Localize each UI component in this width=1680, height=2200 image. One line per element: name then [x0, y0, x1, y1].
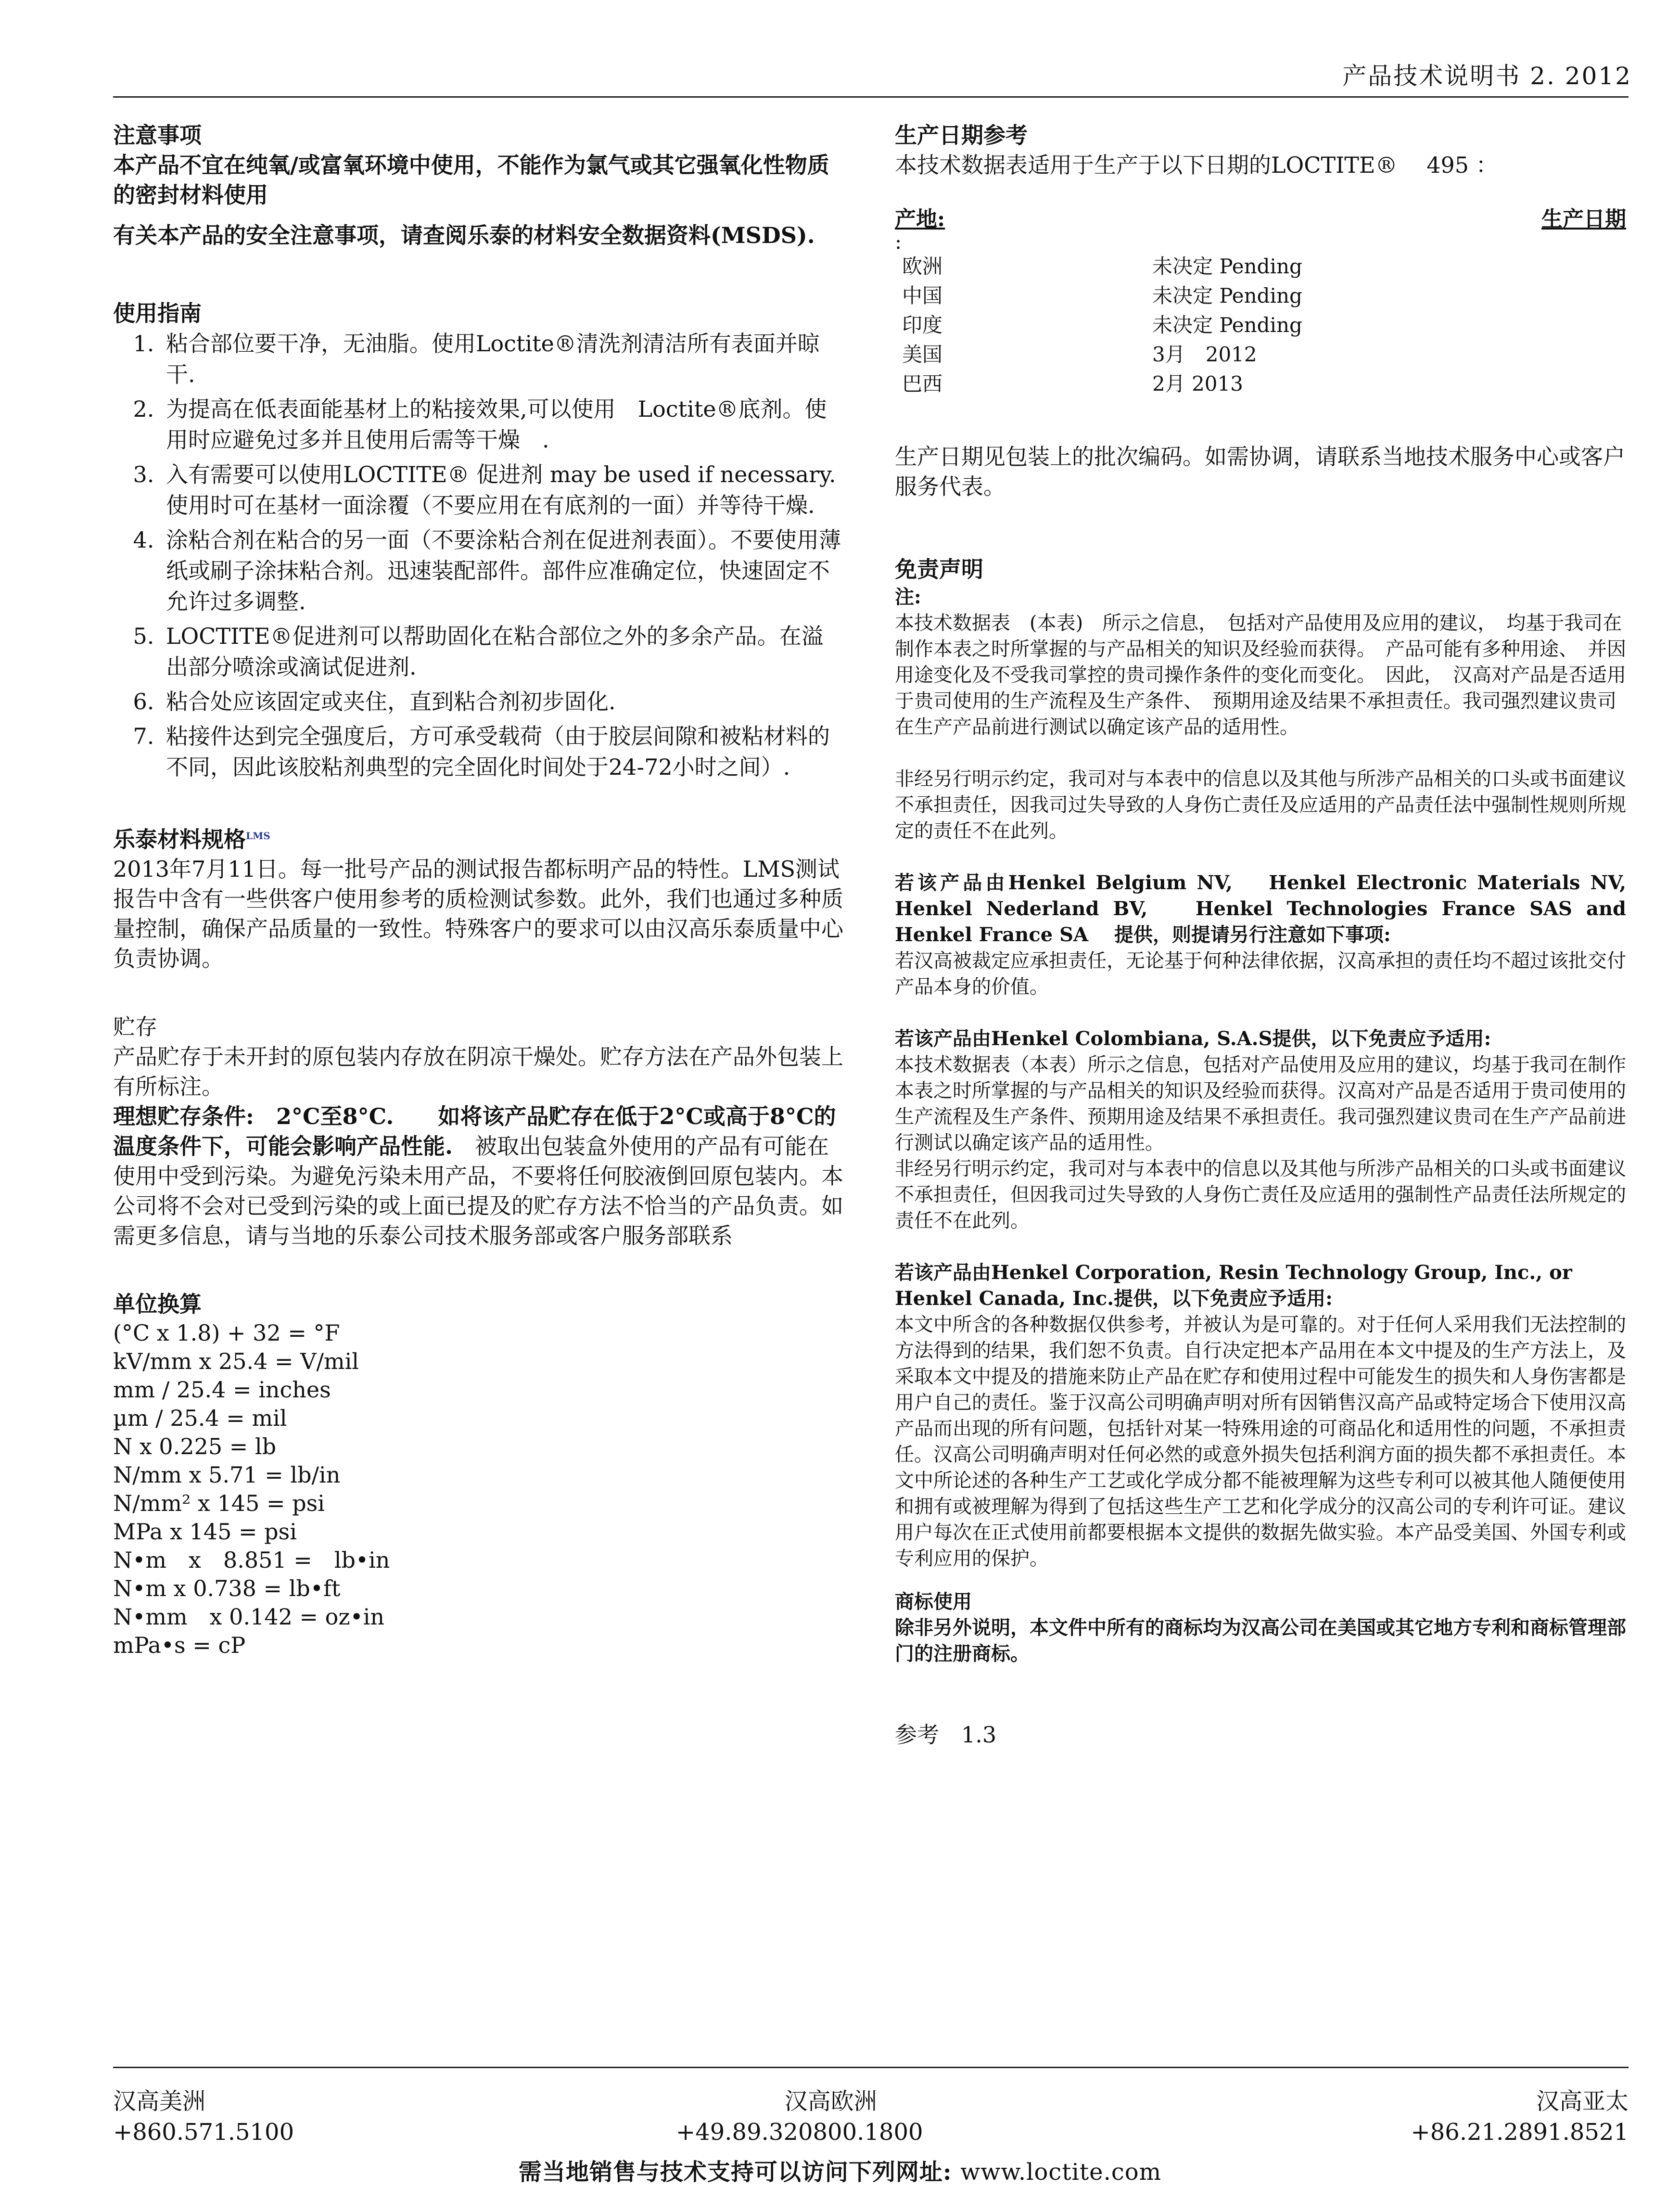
unit-conversion: N•m x 0.738 = lb•ft: [113, 1575, 341, 1602]
unit-conversion: (°C x 1.8) + 32 = °F: [113, 1320, 340, 1346]
footer-americas: [113, 2086, 294, 2148]
caution-section: [113, 120, 844, 250]
production-section: [895, 120, 1626, 501]
usage-step: 4. 涂粘合剂在粘合的另一面（不要涂粘合剂在促进剂表面）。不要使用薄纸或刷子涂抹粘合剂。迅速装配部件。部件应准确定位，快速固定不允许过多调整.: [161, 524, 844, 617]
trademark-text: 除非另外说明，本文件中所有的商标均为汉高公司在美国或其它地方专利和商标管理部门的注册商标。: [895, 1616, 1626, 1665]
table-row: 印度 未决定 Pending: [902, 313, 1302, 337]
storage-text: 产品贮存于未开封的原包装内存放在阴凉干燥处。贮存方法在产品外包装上有所标注。: [113, 1044, 843, 1100]
disclaimer-paragraph: 本文中所含的各种数据仅供参考，并被认为是可靠的。对于任何人采用我们无法控制的方法得到的结果，我们恕不负责。自行决定把本产品用在本文中提及的生产方法上，及采取本文中提及的措施来防止产品在贮存和使用过程中可能发生的损失和人身伤害都是用户自己的责任。鉴于汉高公司明确声明对所有因销售汉高产品或特定场合下使用汉高产品而出现的所有问题，包括针对某一特殊用途的可商品化和适用性的问题，不承担责任。汉高公司明确声明对任何必然的或意外损失包括利润方面的损失都不承担责任。本文中所论述的各种生产工艺或化学成分都不能被理解为这些专利可以被其他人随便使用和拥有或被理解为得到了包括这些生产工艺和化学成分的汉高公司的专利许可证。建议用户每次在正式使用前都要根据本文提供的数据先做实验。本产品受美国、外国专利或专利应用的保护。: [895, 1314, 1626, 1570]
usage-step: 3. 入有需要可以使用LOCTITE® 促进剂 may be used if necessary. 使用时可在基材一面涂覆（不要应用在有底剂的一面）并等待干燥.: [161, 459, 844, 521]
production-heading: 生产日期参考: [895, 122, 1028, 148]
footer-americas-phone: +860.571.5100: [113, 2119, 294, 2146]
unit-conversion: N•mm x 0.142 = oz•in: [113, 1604, 385, 1630]
disclaimer-paragraph: 若汉高被裁定应承担责任，无论基于何种法律依据，汉高承担的责任均不超过该批交付产品本身的价值。: [895, 950, 1626, 998]
footer-europe-label: 汉高欧洲: [784, 2088, 877, 2115]
reference-number: 参考 1.3: [895, 1722, 997, 1748]
production-note: 生产日期见包装上的批次编码。如需协调，请联系当地技术服务中心或客户服务代表。: [895, 444, 1625, 499]
left-column: [113, 120, 865, 1660]
footer-website: 需当地销售与技术支持可以访问下列网址: www.loctite.com: [518, 2159, 1162, 2186]
storage-conditions: 理想贮存条件: 2°C至8°C. 如将该产品贮存在低于2°C或高于8°C的温度条件下，可能会影响产品性能. 被取出包装盒外使用的产品有可能在使用中受到污染。为避免污染未用产品，不要将任何胶液倒回原包装内。本公司将不会对已受到污染的或上面已提及的贮存方法不恰当的产品负责。如需更多信息，请与当地的乐泰公司技术服务部或客户服务部联系: [113, 1103, 843, 1249]
units-section: [113, 1289, 844, 1660]
unit-conversion: N/mm² x 145 = psi: [113, 1490, 325, 1517]
disclaimer-paragraph: 本技术数据表 (本表) 所示之信息， 包括对产品使用及应用的建议， 均基于我司在制作本表之时所掌握的与产品相关的知识及经验而获得。 产品可能有多种用途、 并因用途变化及不受我司掌控的贵司操作条件的变化而变化。 因此， 汉高对产品是否适用于贵司使用的生产流程及生产条件、 预期用途及结果不承担责任。我司强烈建议贵司在生产产品前进行测试以确定该产品的适用性。: [895, 612, 1626, 738]
disclaimer-henkel-colombiana: 若该产品由Henkel Colombiana, S.A.S提供，以下免责应予适用:: [895, 1027, 1491, 1050]
unit-conversion: MPa x 145 = psi: [113, 1519, 297, 1545]
caution-heading: 注意事项: [113, 122, 202, 148]
trademark-section: [895, 1589, 1626, 1667]
footer-europe-phone: +49.89.320800.1800: [676, 2119, 923, 2146]
unit-conversion: N/mm x 5.71 = lb/in: [113, 1462, 341, 1488]
trademark-heading: 商标使用: [895, 1590, 972, 1613]
usage-section: [113, 298, 865, 782]
unit-conversion: N x 0.225 = lb: [113, 1433, 277, 1460]
footer-americas-label: 汉高美洲: [113, 2088, 206, 2115]
footer-asia: [1411, 2086, 1629, 2148]
production-origin-colon: :: [895, 230, 902, 254]
page-header-title: 产品技术说明书 2. 2012: [1342, 62, 1632, 90]
footer-asia-phone: +86.21.2891.8521: [1411, 2119, 1629, 2146]
table-row: 欧洲 未决定 Pending: [902, 255, 1302, 278]
usage-step: 2. 为提高在低表面能基材上的粘接效果,可以使用 Loctite®底剂。使用时应避免过多并且使用后需等干燥 .: [161, 394, 844, 455]
footer-europe: [676, 2086, 923, 2148]
unit-conversion: N•m x 8.851 = lb•in: [113, 1547, 390, 1573]
production-intro: 本技术数据表适用于生产于以下日期的LOCTITE® 495 ：: [895, 152, 1498, 178]
table-row: 美国 3月 2012: [902, 343, 1257, 366]
table-row: 巴西 2月 2013: [902, 372, 1243, 396]
table-row: 中国 未决定 Pending: [902, 284, 1302, 307]
website-link[interactable]: www.loctite.com: [960, 2159, 1162, 2186]
unit-conversion: mm / 25.4 = inches: [113, 1377, 331, 1403]
usage-step: 7. 粘接件达到完全强度后，方可承受载荷（由于胶层间隙和被粘材料的不同，因此该胶粘剂典型的完全固化时间处于24-72小时之间）.: [161, 721, 844, 782]
disclaimer-henkel-corporation: 若该产品由Henkel Corporation, Resin Technology Group, Inc., or Henkel Canada, Inc.提供，以下免责应予适用:: [895, 1261, 1572, 1310]
storage-heading: 贮存: [113, 1014, 157, 1040]
disclaimer-heading: 免责声明: [895, 556, 983, 582]
usage-steps: [113, 328, 865, 782]
storage-section: [113, 1012, 844, 1251]
usage-step: 1. 粘合部位要干净，无油脂。使用Loctite®清洗剂清洁所有表面并晾干.: [161, 328, 844, 390]
usage-step: 6. 粘合处应该固定或夹住，直到粘合剂初步固化.: [161, 686, 844, 717]
production-table-header: 产地: 生产日期: [895, 207, 1626, 231]
disclaimer-paragraph: 非经另行明示约定，我司对与本表中的信息以及其他与所涉产品相关的口头或书面建议不承担责任，但因我司过失导致的人身伤亡责任及应适用的强制性产品责任法所规定的责任不在此列。: [895, 1158, 1626, 1232]
units-heading: 单位换算: [113, 1291, 202, 1317]
unit-conversion: µm / 25.4 = mil: [113, 1405, 287, 1432]
unit-conversion: mPa•s = cP: [113, 1632, 246, 1659]
disclaimer-henkel-europe: 若该产品由Henkel Belgium NV, Henkel Electronic Materials NV, Henkel Nederland BV, Henkel Technologies France SAS and Henkel France SA 提供，则提请另行注意如下事项:: [895, 871, 1652, 946]
production-table: [895, 202, 1626, 398]
unit-conversion: kV/mm x 25.4 = V/mil: [113, 1348, 359, 1375]
caution-warning: 本产品不宜在纯氧/或富氧环境中使用，不能作为氯气或其它强氧化性物质的密封材料使用: [113, 152, 829, 208]
header-divider: [113, 96, 1629, 98]
caution-msds: 有关本产品的安全注意事项，请查阅乐泰的材料安全数据资料(MSDS).: [113, 222, 815, 248]
disclaimer-paragraph: 非经另行明示约定，我司对与本表中的信息以及其他与所涉产品相关的口头或书面建议不承担责任，因我司过失导致的人身伤亡责任及应适用的产品责任法中强制性规则所规定的责任不在此列。: [895, 768, 1626, 842]
footer-divider: [113, 2067, 1629, 2068]
lms-text: 2013年7月11日。每一批号产品的测试报告都标明产品的特性。LMS测试报告中含有一些供客户使用参考的质检测试参数。此外，我们也通过多种质量控制，确保产品质量的一致性。特殊客户的要求可以由汉高乐泰质量中心负责协调。: [113, 856, 843, 972]
disclaimer-note-label: 注:: [895, 586, 921, 608]
lms-heading: 乐泰材料规格$^{LMS}$: [113, 826, 270, 853]
usage-heading: 使用指南: [113, 300, 202, 326]
footer-asia-label: 汉高亚太: [1536, 2088, 1629, 2115]
right-column: [895, 120, 1652, 1750]
usage-step: 5. LOCTITE®促进剂可以帮助固化在粘合部位之外的多余产品。在溢出部分喷涂或滴试促进剂.: [161, 621, 844, 682]
disclaimer-section: [895, 554, 1652, 1572]
lms-section: [113, 821, 844, 973]
disclaimer-paragraph: 本技术数据表（本表）所示之信息，包括对产品使用及应用的建议，均基于我司在制作本表之时所掌握的与产品相关的知识及经验而获得。汉高对产品是否适用于贵司使用的生产流程及生产条件、预期用途及结果不承担责任。我司强烈建议贵司在生产产品前进行测试以确定该产品的适用性。: [895, 1054, 1626, 1154]
